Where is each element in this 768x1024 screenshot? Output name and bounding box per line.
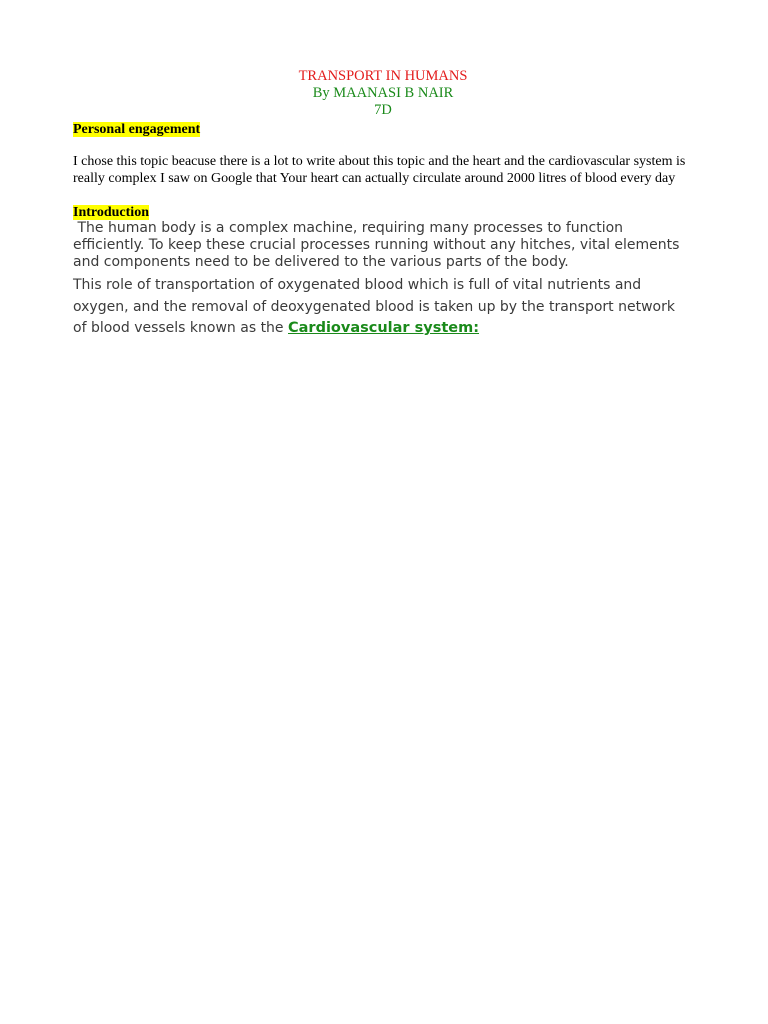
introduction-paragraph-2-text: This role of transportation of oxygenated blood which is full of vital nutrients and oxygen, and the removal of deoxygenated blood is taken up by the transport network of blood vessels known as the bbox=[73, 277, 675, 336]
personal-engagement-text: I chose this topic beacuse there is a lot to write about this topic and the heart and the cardiovascular system is really complex I saw on Google that Your heart can actually circulate around 2000 litres of blood every day bbox=[73, 154, 686, 186]
document-class: 7D bbox=[374, 102, 392, 118]
introduction-paragraph-1: The human body is a complex machine, requiring many processes to function efficiently. To keep these crucial processes running without any hitches, vital elements and components need to be delivered to the various parts of the body. bbox=[73, 220, 684, 270]
document-title: TRANSPORT IN HUMANS bbox=[298, 68, 468, 84]
title-block bbox=[73, 68, 693, 119]
personal-heading-row bbox=[73, 120, 698, 137]
document-author: By MAANASI B NAIR bbox=[312, 85, 454, 101]
cardiovascular-system-link[interactable]: Cardiovascular system: bbox=[288, 320, 480, 336]
introduction-paragraph-2 bbox=[73, 275, 688, 340]
intro-heading-row bbox=[73, 203, 698, 220]
introduction-heading: Introduction bbox=[73, 205, 149, 220]
document-content bbox=[73, 68, 698, 340]
personal-engagement-heading: Personal engagement bbox=[73, 122, 201, 137]
